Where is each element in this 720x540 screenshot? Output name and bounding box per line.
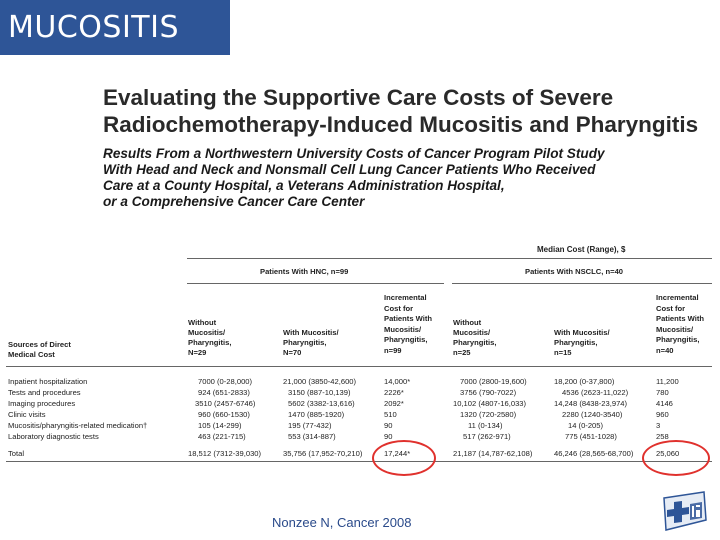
- title-line-2: Radiochemotherapy-Induced Mucositis and Pharyngitis: [103, 112, 699, 137]
- table-caption: Median Cost (Range), $: [537, 245, 626, 254]
- col-header-without-nsclc: Without Mucositis/ Pharyngitis, n=25: [453, 318, 497, 357]
- col-header-without-hnc: Without Mucositis/ Pharyngitis, N=29: [188, 318, 232, 357]
- title-line-1: Evaluating the Supportive Care Costs of Severe: [103, 85, 614, 110]
- subtitle-line-2: With Head and Neck and Nonsmall Cell Lung Cancer Patients Who Received: [103, 162, 596, 177]
- slide-title: [103, 84, 703, 138]
- caption-rule: [187, 258, 712, 259]
- logo-icon: [654, 490, 710, 534]
- slide-tag: MUCOSITIS: [0, 0, 230, 55]
- highlight-circle-nsclc-total: [642, 440, 710, 476]
- col-header-incremental-nsclc: Incremental Cost for Patients With Mucositis/ Pharyngitis, n=40: [656, 293, 705, 355]
- group-rule-hnc: [187, 283, 444, 284]
- col-header-incremental-hnc: Incremental Cost for Patients With Mucositis/ Pharyngitis, n=99: [384, 293, 433, 355]
- group-rule-nsclc: [452, 283, 712, 284]
- header-rule: [6, 366, 712, 367]
- col-header-with-hnc: With Mucositis/ Pharyngitis, N=70: [283, 328, 339, 357]
- col-header-source: Sources of Direct Medical Cost: [8, 340, 71, 359]
- slide-subtitle: [103, 146, 703, 210]
- subtitle-line-3: Care at a County Hospital, a Veterans Administration Hospital,: [103, 178, 505, 193]
- subtitle-line-1: Results From a Northwestern University Costs of Cancer Program Pilot Study: [103, 146, 605, 161]
- highlight-circle-hnc-total: [372, 440, 436, 476]
- group-header-hnc: Patients With HNC, n=99: [260, 267, 349, 276]
- col-header-with-nsclc: With Mucositis/ Pharyngitis, n=15: [554, 328, 610, 357]
- footer-rule: [6, 461, 712, 462]
- subtitle-line-4: or a Comprehensive Cancer Care Center: [103, 194, 365, 209]
- group-header-nsclc: Patients With NSCLC, n=40: [525, 267, 624, 276]
- citation: Nonzee N, Cancer 2008: [272, 515, 412, 530]
